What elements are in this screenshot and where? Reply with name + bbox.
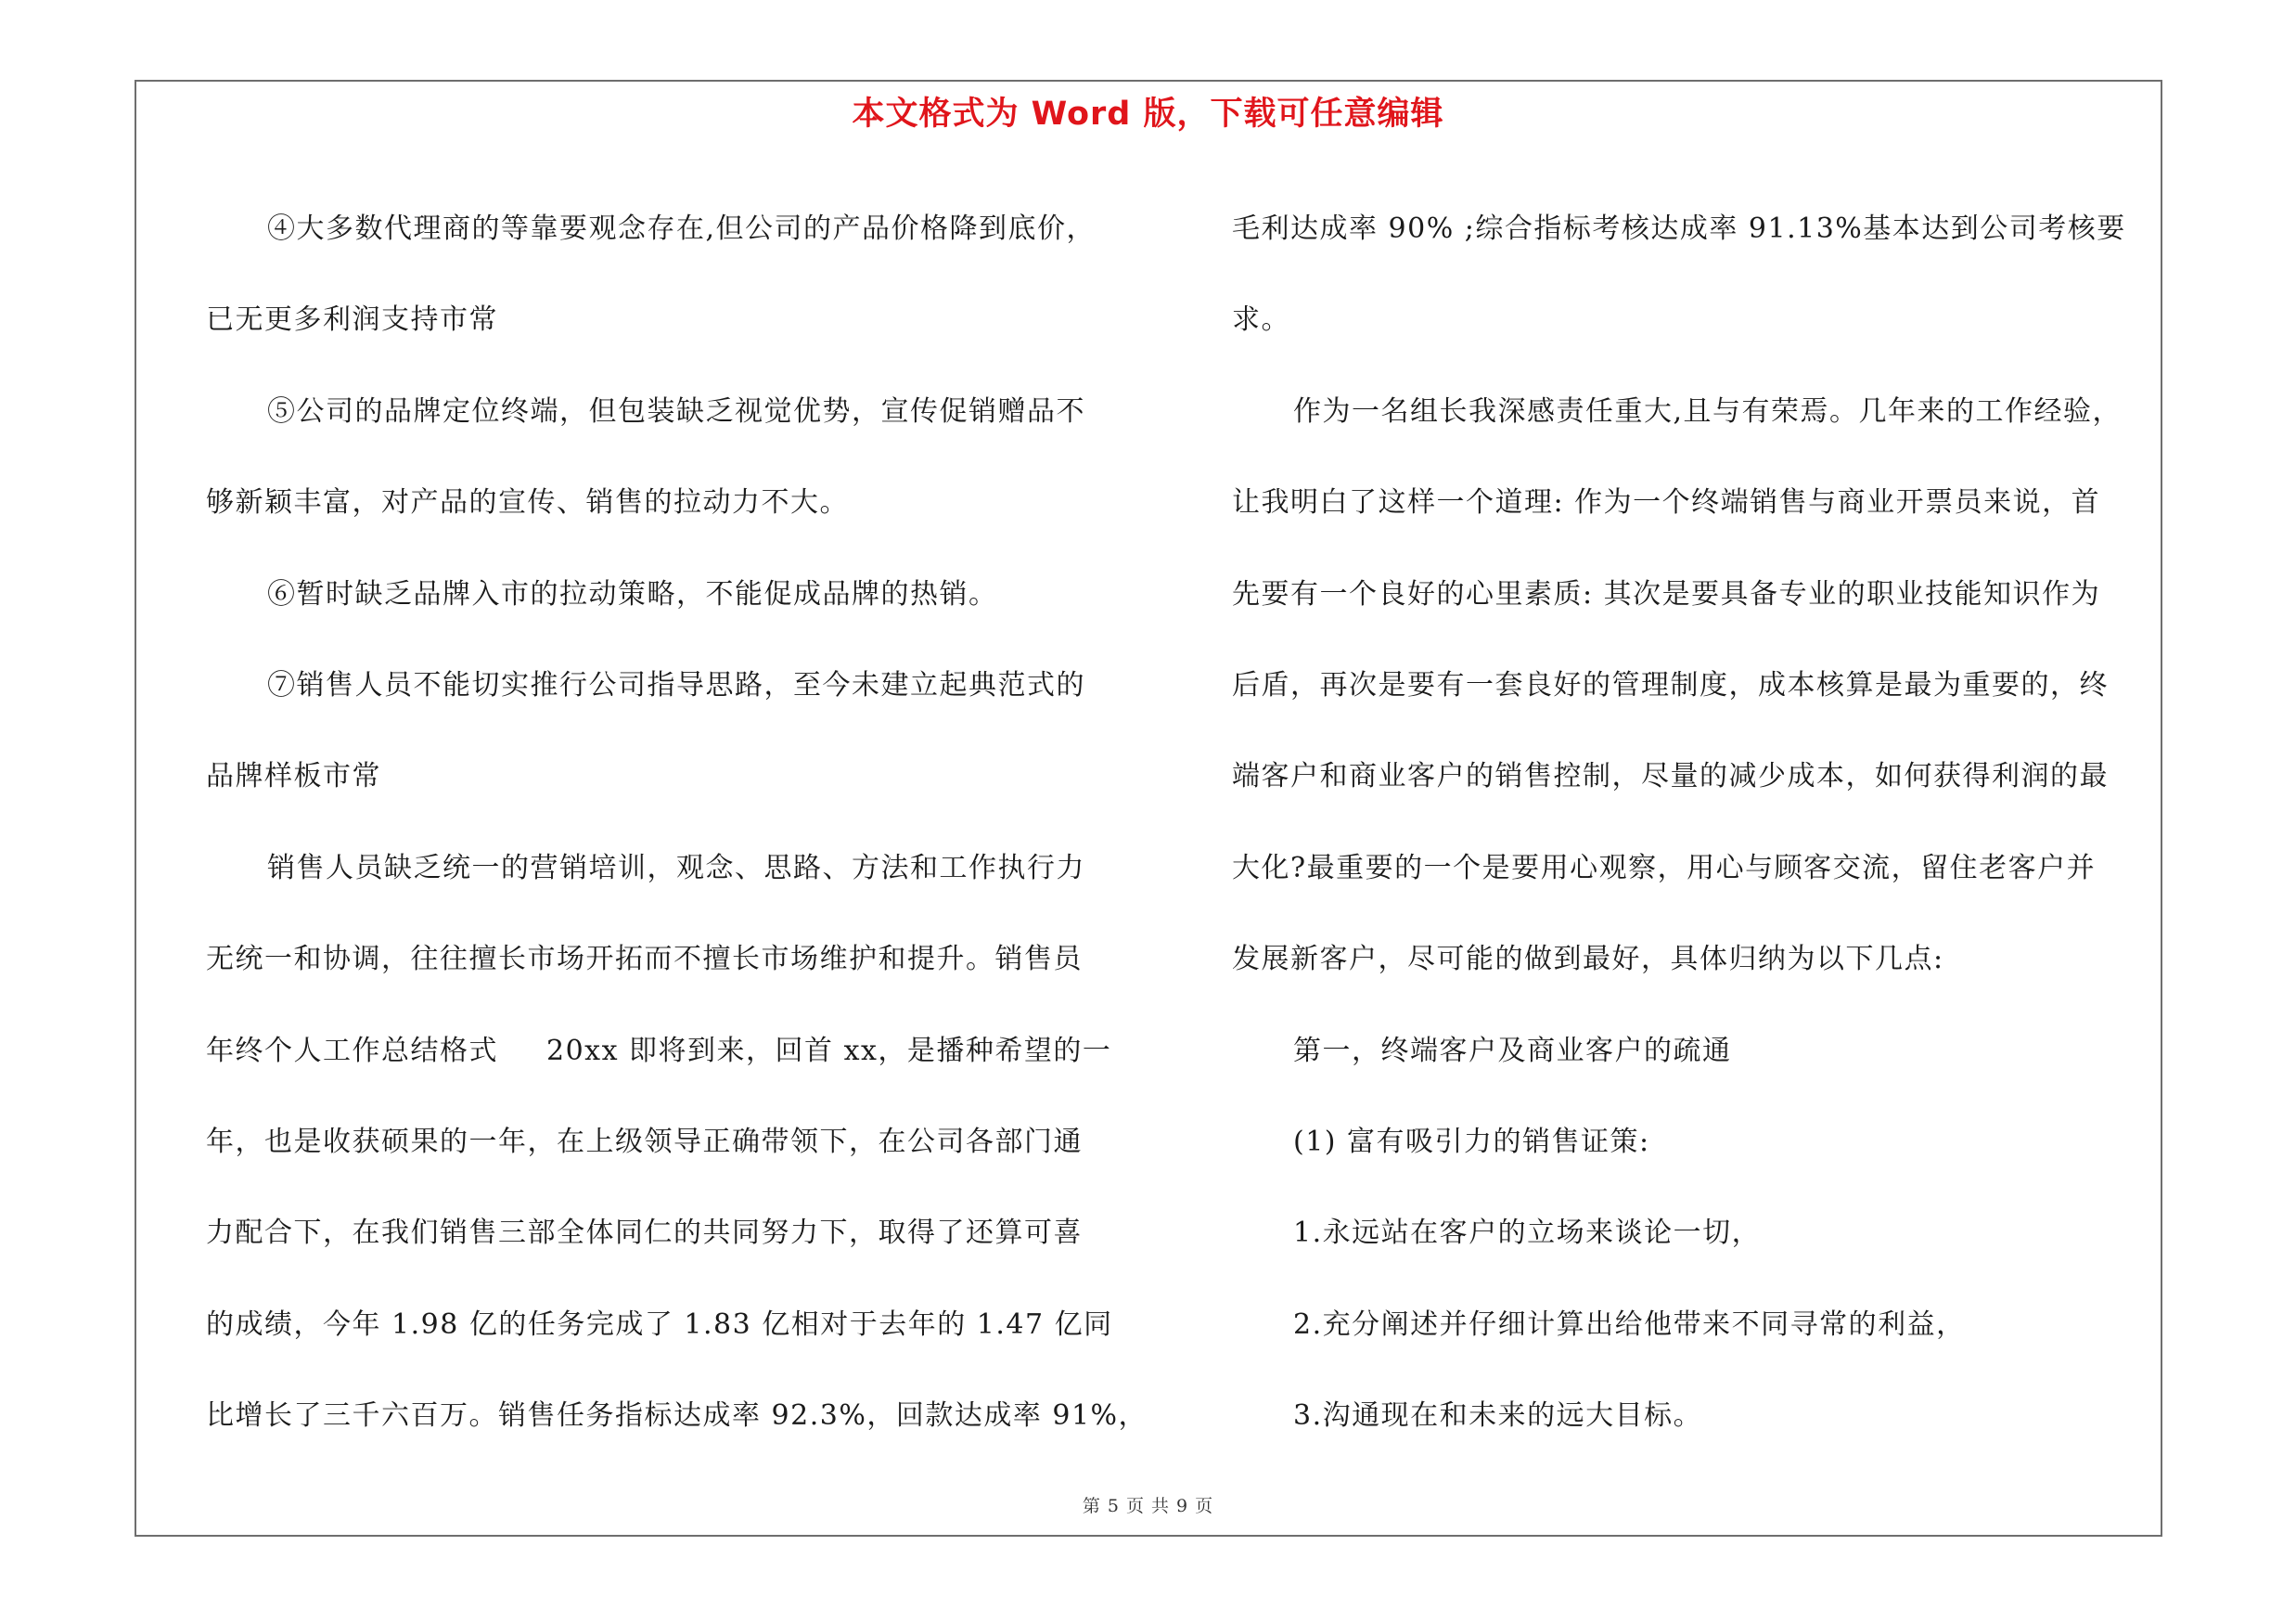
text-line: 发展新客户，尽可能的做到最好，具体归纳为以下几点: xyxy=(1232,943,1944,976)
text-line: 端客户和商业客户的销售控制，尽量的减少成本，如何获得利润的最 xyxy=(1232,760,2109,793)
text-line: ⑥暂时缺乏品牌入市的拉动策略，不能促成品牌的热销。 xyxy=(267,577,998,611)
text-line: ⑦销售人员不能切实推行公司指导思路，至今未建立起典范式的 xyxy=(267,668,1085,702)
text-line-with-gap xyxy=(206,1006,1154,1097)
section-heading: 第一，终端客户及商业客户的疏通 xyxy=(1293,1034,1732,1067)
text-line: ⑤公司的品牌定位终端，但包装缺乏视觉优势，宣传促销赠品不 xyxy=(267,394,1085,428)
text-line: 品牌样板市常 xyxy=(206,760,381,793)
text-line: 年，也是收获硕果的一年，在上级领导正确带领下，在公司各部门通 xyxy=(206,1125,1083,1158)
text-line: 够新颖丰富，对产品的宣传、销售的拉动力不大。 xyxy=(206,486,849,520)
text-line: 毛利达成率 90% ;综合指标考核达成率 91.13%基本达到公司考核要 xyxy=(1232,213,2126,245)
list-item: 3.沟通现在和未来的远大目标。 xyxy=(1293,1399,1703,1433)
text-line-tail: 20xx 即将到来，回首 xx，是播种希望的一 xyxy=(546,1034,1112,1067)
text-line: ④大多数代理商的等靠要观念存在,但公司的产品价格降到底价， xyxy=(267,213,1097,245)
text-line: 作为一名组长我深感责任重大,且与有荣焉。几年来的工作经验， xyxy=(1293,394,2123,428)
text-line: 力配合下，在我们销售三部全体同仁的共同努力下，取得了还算可喜 xyxy=(206,1217,1083,1250)
list-item: 1.永远站在客户的立场来谈论一切， xyxy=(1293,1217,1762,1250)
text-line: 的成绩，今年 1.98 亿的任务完成了 1.83 亿相对于去年的 1.47 亿同 xyxy=(206,1307,1113,1341)
text-line: 求。 xyxy=(1232,303,1290,337)
text-line: 无统一和协调，往往擅长市场开拓而不擅长市场维护和提升。销售员 xyxy=(206,943,1083,976)
text-line: 已无更多利润支持市常 xyxy=(206,303,498,337)
text-line: 让我明白了这样一个道理: 作为一个终端销售与商业开票员来说，首 xyxy=(1232,486,2101,520)
left-text-column xyxy=(206,184,1154,1462)
text-line: 先要有一个良好的心里素质: 其次是要具备专业的职业技能知识作为 xyxy=(1232,577,2101,611)
text-line-head: 年终个人工作总结格式 xyxy=(206,1034,498,1067)
subsection-heading: (1) 富有吸引力的销售证策: xyxy=(1293,1125,1650,1158)
text-line: 大化?最重要的一个是要用心观察，用心与顾客交流，留住老客户并 xyxy=(1232,851,2097,884)
text-line: 比增长了三千六百万。销售任务指标达成率 92.3%，回款达成率 91%， xyxy=(206,1399,1148,1433)
document-banner: 本文格式为 Word 版，下载可任意编辑 xyxy=(852,96,1444,133)
list-item: 2.充分阐述并仔细计算出给他带来不同寻常的利益， xyxy=(1293,1307,1966,1341)
right-text-column xyxy=(1232,184,2154,1462)
text-line: 后盾，再次是要有一套良好的管理制度，成本核算是最为重要的，终 xyxy=(1232,668,2109,702)
page-number-footer: 第 5 页 共 9 页 xyxy=(1082,1496,1214,1516)
text-line: 销售人员缺乏统一的营销培训，观念、思路、方法和工作执行力 xyxy=(267,851,1085,884)
